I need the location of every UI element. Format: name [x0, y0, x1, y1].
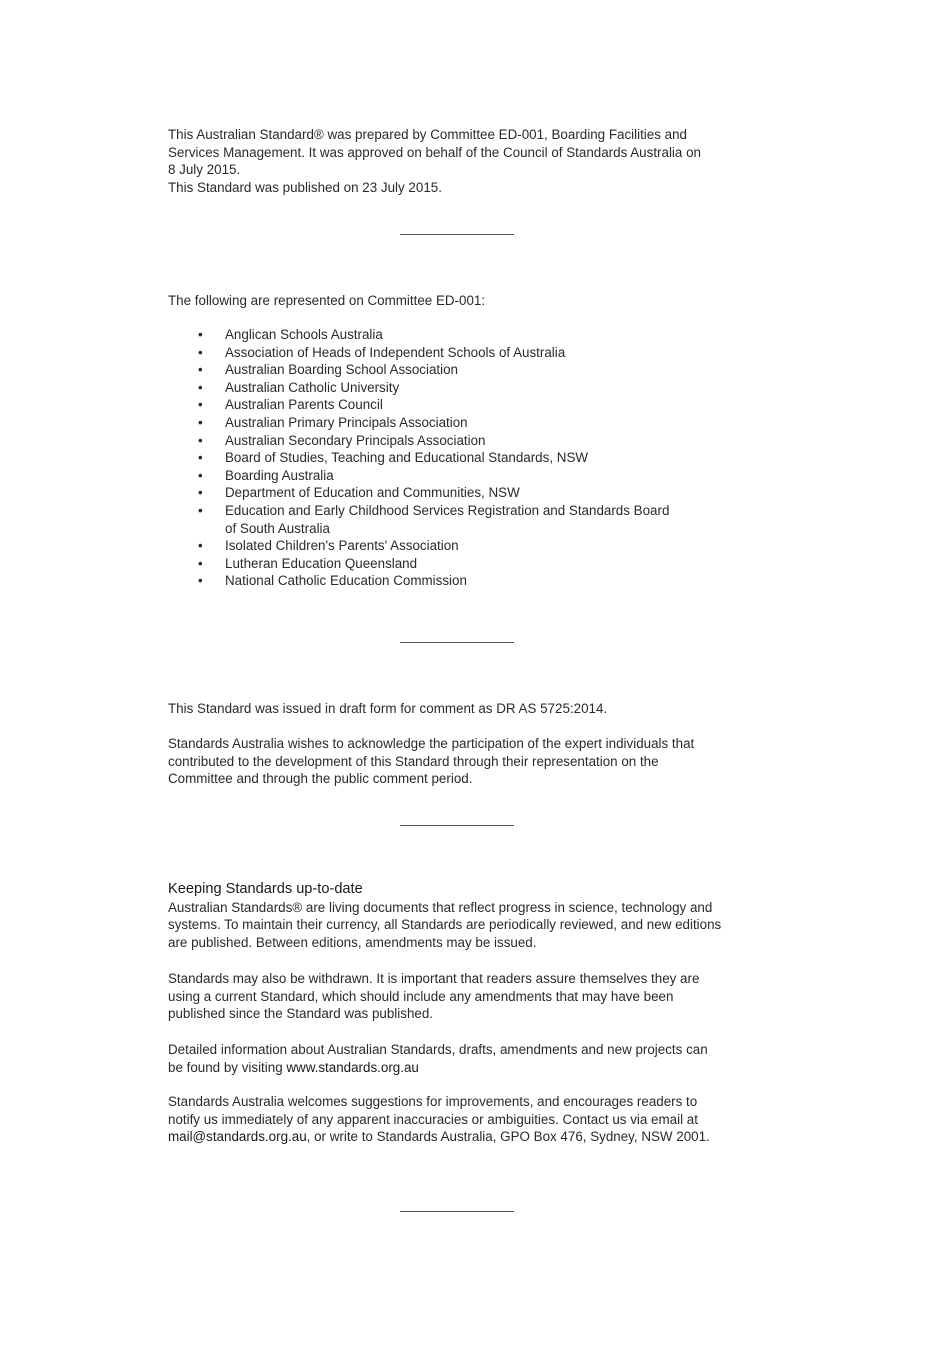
member-name: Australian Boarding School Association: [225, 362, 458, 378]
feedback-line: Standards Australia welcomes suggestions for improvements, and encourages readers to: [168, 1094, 698, 1109]
approval-text-line: This Australian Standard® was prepared by Committee ED-001, Boarding Facilities and: [168, 127, 687, 142]
member-name: National Catholic Education Commission: [225, 573, 467, 589]
acknowledgement-line: Standards Australia wishes to acknowledge the participation of the expert individuals that: [168, 736, 695, 751]
list-item: [168, 537, 753, 555]
feedback-line: notify us immediately of any apparent inaccuracies or ambiguities. Contact us via email at: [168, 1111, 698, 1127]
acknowledgement-paragraph: [168, 735, 753, 788]
member-name: Anglican Schools Australia: [225, 327, 383, 342]
feedback-line: [168, 1128, 753, 1146]
member-name: Lutheran Education Queensland: [225, 555, 418, 571]
bullet-icon: •: [198, 397, 203, 413]
uptodate-paragraph-line: systems. To maintain their currency, all Standards are periodically reviewed, and new editions: [168, 917, 722, 933]
feedback-line-suffix: , or write to Standards Australia, GPO Box 476, Sydney, NSW 2001.: [306, 1129, 710, 1145]
uptodate-section: [168, 881, 753, 951]
list-item: [168, 414, 753, 432]
draft-statement: [168, 700, 753, 718]
publication-date-text: This Standard was published on 23 July 2015.: [168, 179, 442, 195]
list-item: [168, 344, 753, 362]
list-item: [168, 432, 753, 450]
member-name: Australian Secondary Principals Association: [225, 432, 486, 448]
bullet-icon: •: [198, 573, 203, 589]
committee-members-list: [168, 326, 753, 590]
section-divider: [400, 234, 514, 235]
website-link[interactable]: www.standards.org.au: [286, 1059, 419, 1075]
approval-text-line: 8 July 2015.: [168, 162, 241, 178]
bullet-icon: •: [198, 485, 203, 501]
bullet-icon: •: [198, 414, 203, 430]
information-line-prefix: be found by visiting: [168, 1059, 287, 1075]
list-item: [168, 379, 753, 397]
member-name: Boarding Australia: [225, 467, 334, 483]
member-name: Association of Heads of Independent Schools of Australia: [225, 344, 566, 360]
section-heading: Keeping Standards up-to-date: [168, 881, 363, 897]
section-divider: [400, 1211, 514, 1212]
bullet-icon: •: [198, 502, 203, 518]
member-name: Board of Studies, Teaching and Educational Standards, NSW: [225, 450, 589, 466]
approval-text-line: Services Management. It was approved on behalf of the Council of Standards Australia on: [168, 144, 701, 160]
bullet-icon: •: [198, 379, 203, 395]
list-item: [168, 572, 753, 590]
list-item: [168, 555, 753, 573]
member-name: Australian Catholic University: [225, 379, 400, 395]
withdrawn-line: published since the Standard was published.: [168, 1006, 434, 1022]
information-paragraph: [168, 1041, 753, 1076]
bullet-icon: •: [198, 362, 203, 378]
approval-statement: [168, 126, 753, 196]
bullet-icon: •: [198, 467, 203, 483]
member-name: Australian Primary Principals Association: [225, 414, 468, 430]
member-name: Australian Parents Council: [225, 397, 383, 413]
feedback-paragraph: [168, 1093, 753, 1146]
list-item: [168, 449, 753, 467]
withdrawn-paragraph: [168, 970, 753, 1023]
member-name: Isolated Children's Parents' Association: [225, 538, 459, 554]
list-item: [168, 361, 753, 379]
withdrawn-line: using a current Standard, which should include any amendments that may have been: [168, 988, 674, 1004]
uptodate-paragraph-line: Australian Standards® are living documents that reflect progress in science, technology and: [168, 899, 713, 915]
section-divider: [400, 825, 514, 826]
bullet-icon: •: [198, 344, 203, 360]
member-name-continued: of South Australia: [225, 520, 330, 536]
committee-lead-line: The following are represented on Committee ED-001:: [168, 293, 486, 308]
section-divider: [400, 642, 514, 643]
member-name: Department of Education and Communities, NSW: [225, 485, 520, 501]
bullet-icon: •: [198, 555, 203, 571]
draft-issued-text: This Standard was issued in draft form for comment as DR AS 5725:2014.: [168, 701, 608, 716]
list-item: [168, 396, 753, 414]
list-item: [168, 502, 753, 537]
email-link[interactable]: mail@standards.org.au: [168, 1129, 307, 1145]
information-line: [168, 1059, 753, 1077]
list-item: [168, 326, 753, 344]
list-item: [168, 484, 753, 502]
acknowledgement-line: Committee and through the public comment period.: [168, 771, 473, 787]
member-name: Education and Early Childhood Services Registration and Standards Board: [225, 502, 670, 518]
committee-lead-text: [168, 292, 753, 310]
uptodate-paragraph-line: are published. Between editions, amendments may be issued.: [168, 934, 537, 950]
bullet-icon: •: [198, 432, 203, 448]
withdrawn-line: Standards may also be withdrawn. It is important that readers assure themselves they are: [168, 971, 700, 986]
list-item: [168, 467, 753, 485]
bullet-icon: •: [198, 538, 203, 554]
acknowledgement-line: contributed to the development of this Standard through their representation on the: [168, 753, 659, 769]
information-line: Detailed information about Australian Standards, drafts, amendments and new projects can: [168, 1042, 708, 1057]
bullet-icon: •: [198, 327, 203, 342]
bullet-icon: •: [198, 450, 203, 466]
